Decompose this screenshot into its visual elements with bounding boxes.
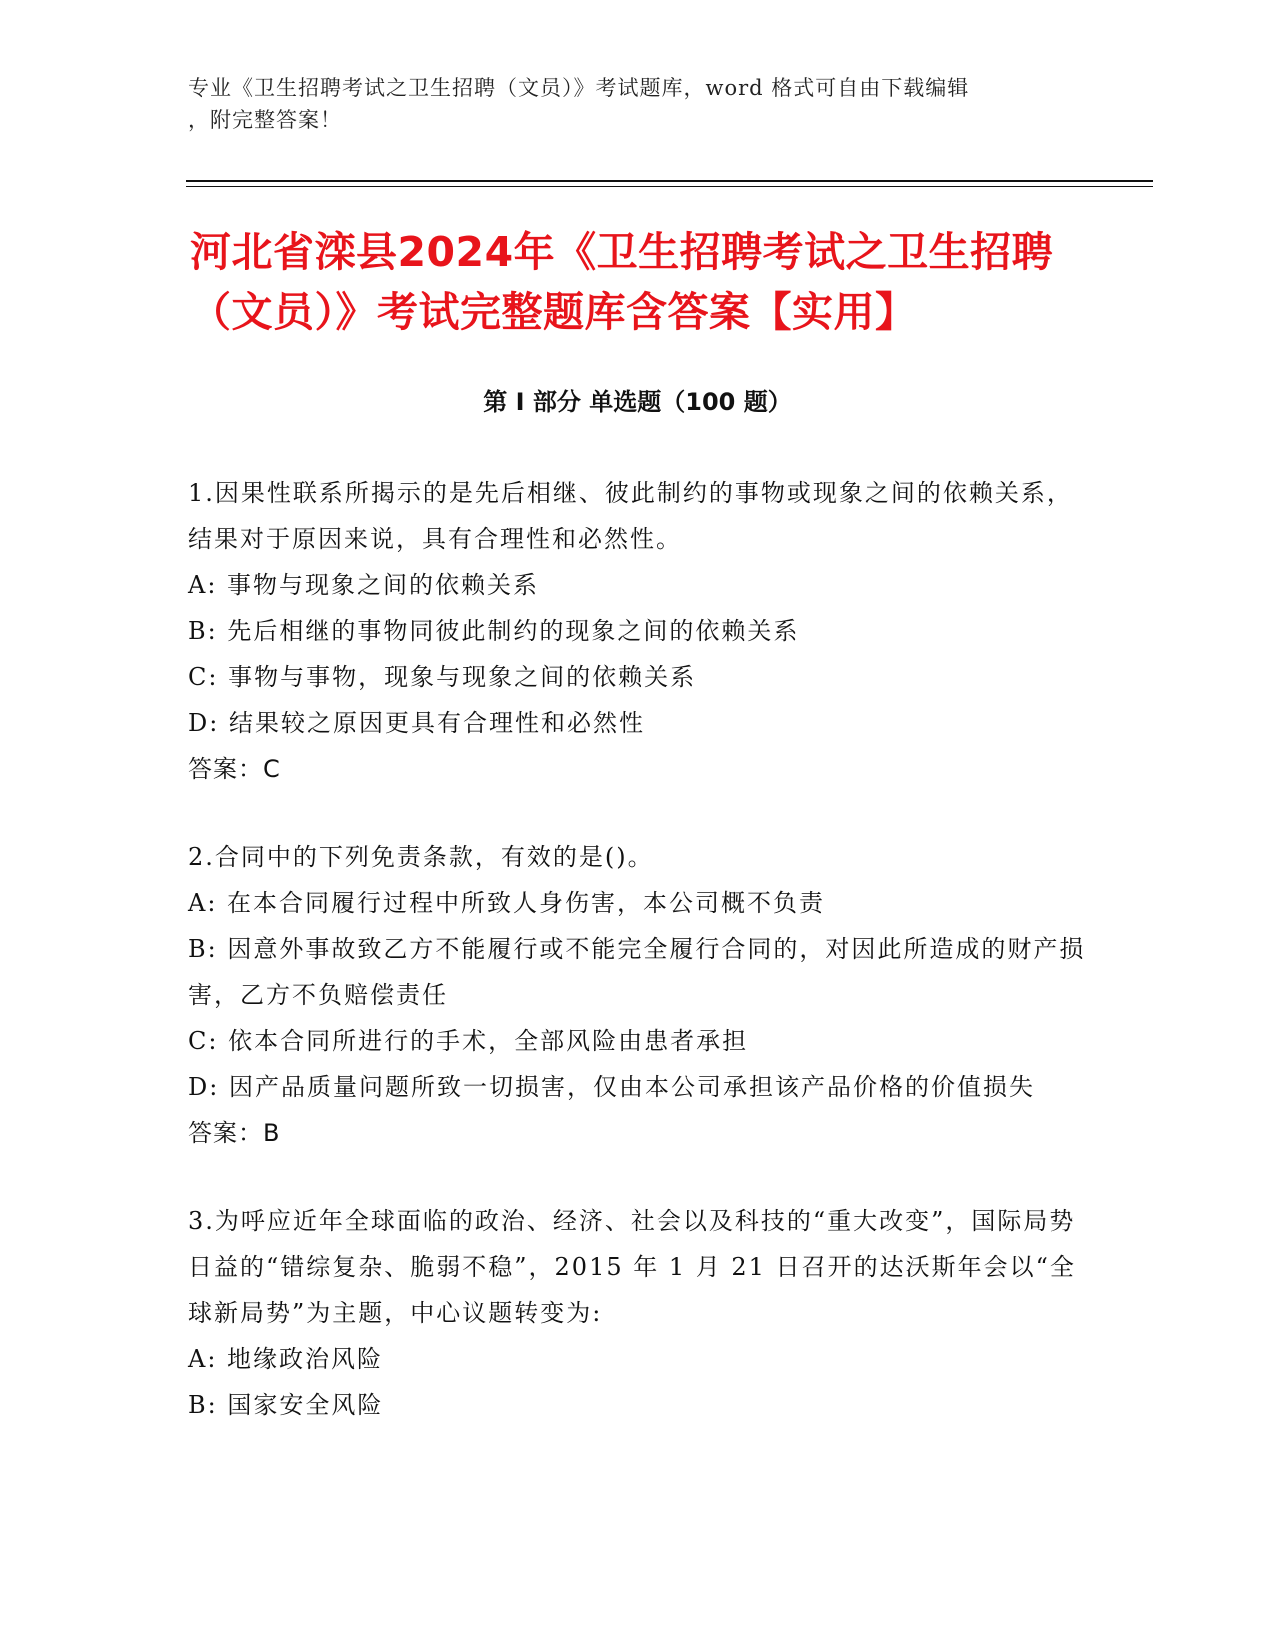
option-d: D: 结果较之原因更具有合理性和必然性	[188, 709, 645, 737]
option-a: A: 事物与现象之间的依赖关系	[188, 571, 540, 599]
document-title: 河北省滦县2024年《卫生招聘考试之卫生招聘（文员）》考试完整题库含答案【实用】	[190, 228, 1054, 336]
option-c: C: 依本合同所进行的手术，全部风险由患者承担	[188, 1027, 749, 1055]
answer: 答案：C	[188, 755, 281, 783]
question-1	[188, 470, 1088, 792]
section-title: 第 I 部分 单选题（100 题）	[483, 388, 792, 416]
question-2	[188, 834, 1088, 1156]
option-a: A: 在本合同履行过程中所致人身伤害，本公司概不负责	[188, 889, 826, 917]
question-stem: 2.合同中的下列免责条款，有效的是()。	[188, 843, 654, 871]
header-note	[188, 72, 1088, 136]
option-d: D: 因产品质量问题所致一切损害，仅由本公司承担该产品价格的价值损失	[188, 1073, 1035, 1101]
question-list	[188, 470, 1088, 1470]
option-b: B: 因意外事故致乙方不能履行或不能完全履行合同的，对因此所造成的财产损害，乙方不负赔偿责任	[188, 935, 1086, 1009]
header-rule-thin	[186, 186, 1153, 187]
answer: 答案：B	[188, 1119, 281, 1147]
question-stem: 1.因果性联系所揭示的是先后相继、彼此制约的事物或现象之间的依赖关系，结果对于原因来说，具有合理性和必然性。	[188, 479, 1073, 553]
option-a: A: 地缘政治风险	[188, 1345, 384, 1373]
header-note-line-2: ，附完整答案！	[188, 108, 342, 132]
header-rule-thick	[186, 180, 1153, 182]
question-3	[188, 1198, 1088, 1428]
option-b: B: 先后相继的事物同彼此制约的现象之间的依赖关系	[188, 617, 800, 645]
question-stem: 3.为呼应近年全球面临的政治、经济、社会以及科技的“重大改变”，国际局势日益的“错综复杂、脆弱不稳”，2015 年 1 月 21 日召开的达沃斯年会以“全球新局势”为主题，中心议题转变为:	[188, 1207, 1076, 1327]
header-note-line-1: 专业《卫生招聘考试之卫生招聘（文员）》考试题库，word 格式可自由下载编辑	[188, 76, 970, 100]
option-b: B: 国家安全风险	[188, 1391, 384, 1419]
option-c: C: 事物与事物，现象与现象之间的依赖关系	[188, 663, 697, 691]
